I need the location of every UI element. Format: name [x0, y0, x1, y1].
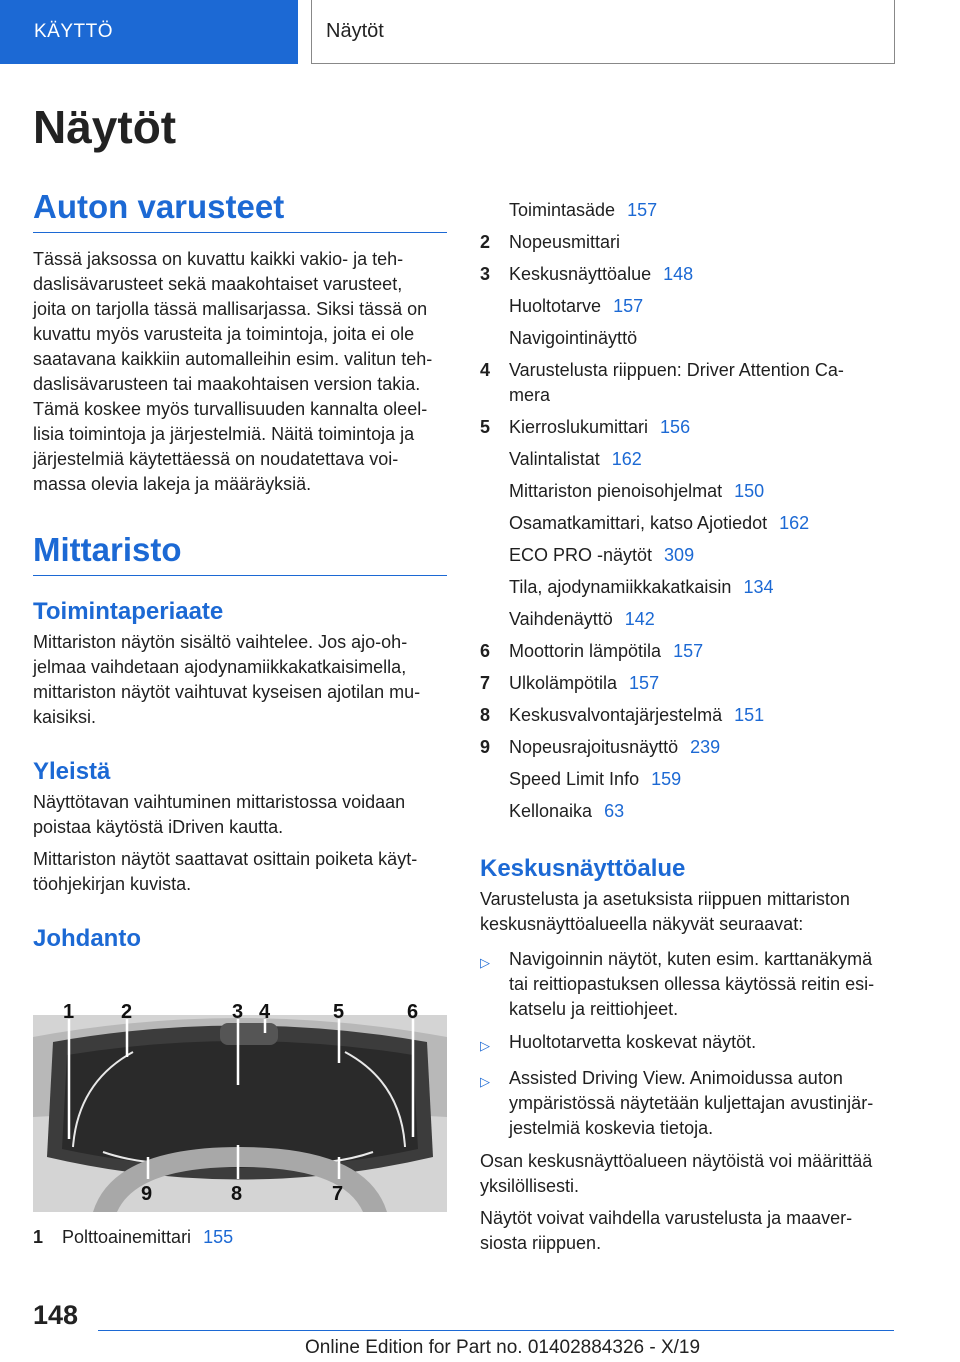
- legend-label: Keskusnäyttöalue: [509, 264, 652, 284]
- legend-label: Polttoainemittari: [62, 1227, 192, 1247]
- legend-label: Kellonaika: [509, 801, 593, 821]
- legend-item: [480, 326, 900, 351]
- footer-divider: [98, 1330, 894, 1331]
- subheading-johdanto: Johdanto: [33, 925, 141, 952]
- legend-num: [480, 326, 509, 351]
- text-line: lisia toimintoja ja järjestelmiä. Näitä toimintoja ja: [33, 424, 415, 444]
- page-title: Näytöt: [33, 101, 177, 153]
- legend-item: [480, 735, 900, 760]
- callout-7: 7: [332, 1183, 344, 1205]
- legend-label: Mittariston pienoisohjelmat: [509, 481, 723, 501]
- bullet-item: [480, 947, 900, 1022]
- text-line: yksilöllisesti.: [480, 1176, 580, 1196]
- text-line: Varustelusta ja asetuksista riippuen mittariston: [480, 889, 850, 909]
- bullet-line: Navigoinnin näytöt, kuten esim. karttanäkymä: [509, 949, 873, 969]
- bullet-list: [480, 947, 900, 1141]
- text-line: kuvattu myös varusteita ja toimintoja, joita ei ole: [33, 324, 415, 344]
- text-line: mittariston näytöt vaihtuvat kyseisen ajotilan mu‐: [33, 682, 421, 702]
- legend-num: 7: [480, 673, 491, 693]
- page-ref-link[interactable]: 148: [663, 264, 694, 284]
- page-ref-link[interactable]: 157: [673, 641, 704, 661]
- legend-item: [480, 262, 900, 287]
- footer-edition: Online Edition for Part no. 01402884326 - X/19: [305, 1337, 701, 1358]
- legend-num: 2: [480, 232, 491, 252]
- page-ref-link[interactable]: 156: [660, 417, 691, 437]
- instrument-cluster-illustration: [33, 997, 447, 1212]
- section-heading-auton-varusteet: Auton varusteet: [33, 188, 447, 233]
- legend-num: [480, 479, 509, 504]
- legend-item: [480, 703, 900, 728]
- legend-num: [480, 294, 509, 319]
- legend-num: [480, 799, 509, 824]
- text-line: poistaa käytöstä iDriven kautta.: [33, 817, 284, 837]
- legend-num: [480, 511, 509, 536]
- text-line: siosta riippuen.: [480, 1233, 602, 1253]
- legend-item: [480, 511, 900, 536]
- page-ref-link[interactable]: 157: [629, 673, 660, 693]
- legend-label: Toimintasäde: [509, 200, 616, 220]
- legend-label: ECO PRO -näytöt: [509, 545, 653, 565]
- legend-item: [480, 575, 900, 600]
- text-line: töohjekirjan kuvista.: [33, 874, 192, 894]
- page-ref-link[interactable]: 142: [624, 609, 655, 629]
- page-ref-link[interactable]: 309: [664, 545, 695, 565]
- instrument-cluster-figure: [33, 997, 447, 1212]
- subheading-keskusnayttoalue: Keskusnäyttöalue: [480, 855, 686, 882]
- callout-2: 2: [121, 1001, 133, 1023]
- legend-item: [480, 799, 900, 824]
- callout-5: 5: [333, 1001, 345, 1023]
- bullet-line: Assisted Driving View. Animoidussa auton: [509, 1068, 843, 1088]
- legend-item: [480, 294, 900, 319]
- legend-num: [480, 607, 509, 632]
- legend-item: [480, 447, 900, 472]
- legend-num: 5: [480, 417, 491, 437]
- bullet-triangle-icon: ▷: [480, 1038, 490, 1053]
- bullet-item: [480, 1066, 900, 1141]
- legend-num: 6: [480, 641, 491, 661]
- page-ref-link[interactable]: 162: [779, 513, 810, 533]
- text-line: järjestelmiä käytettäessä on noudatettava voi‐: [33, 449, 399, 469]
- page-ref-link[interactable]: 157: [627, 200, 658, 220]
- callout-6: 6: [407, 1001, 419, 1023]
- legend-num: [480, 767, 509, 792]
- legend-label: Speed Limit Info: [509, 769, 640, 789]
- left-column: [33, 188, 447, 953]
- bullet-triangle-icon: ▷: [480, 955, 490, 970]
- legend-label: Moottorin lämpötila: [509, 641, 662, 661]
- page-ref-link[interactable]: 159: [651, 769, 682, 789]
- text-line: daslisävarusteet sekä maakohtaiset varusteet,: [33, 274, 403, 294]
- legend-num: 3: [480, 264, 491, 284]
- subheading-toimintaperiaate: Toimintaperiaate: [33, 598, 224, 625]
- legend-label: Ulkolämpötila: [509, 673, 618, 693]
- bullet-line: Huoltotarvetta koskevat näytöt.: [509, 1032, 757, 1052]
- text-line: joita on tarjolla tässä mallisarjassa. Siksi tässä on: [33, 299, 428, 319]
- callout-8: 8: [231, 1183, 243, 1205]
- text-line: Tässä jaksossa on kuvattu kaikki vakio- ja teh‐: [33, 249, 404, 269]
- legend-num: 1: [33, 1227, 44, 1247]
- legend-item: [480, 415, 900, 440]
- text-line: jelmaa vaihdetaan ajodynamiikkakatkaisimella,: [33, 657, 407, 677]
- legend-num: [480, 198, 509, 223]
- intro-paragraph: [33, 247, 447, 497]
- text-line: Mittariston näytöt saattavat osittain poiketa käyt‐: [33, 849, 418, 869]
- text-line: kaisiksi.: [33, 707, 97, 727]
- legend-item: [480, 358, 900, 408]
- bullet-line: ympäristössä näytetään kuljettajan avustinjär‐: [509, 1093, 874, 1113]
- text-line: daslisävarusteen tai maakohtaisen version takia.: [33, 374, 421, 394]
- legend-item: [480, 543, 900, 568]
- legend-num: 9: [480, 737, 491, 757]
- page-ref-link[interactable]: 134: [743, 577, 774, 597]
- legend-label: Tila, ajodynamiikkakatkaisin: [509, 577, 732, 597]
- legend-item: [480, 230, 900, 255]
- page-ref-link[interactable]: 63: [604, 801, 625, 821]
- legend-label: Nopeusmittari: [509, 232, 621, 252]
- legend-item: [480, 607, 900, 632]
- callout-3: 3: [232, 1001, 244, 1023]
- subheading-yleista: Yleistä: [33, 758, 111, 785]
- header-section-tab: KÄYTTÖ: [0, 0, 298, 64]
- legend-label: Varustelusta riippuen: Driver Attention Ca‐ mera: [509, 360, 844, 405]
- legend-num: [480, 543, 509, 568]
- legend-label: Keskusvalvontajärjestelmä: [509, 705, 723, 725]
- legend-item: [480, 198, 900, 223]
- page-ref-link[interactable]: 157: [613, 296, 644, 316]
- page-ref-link[interactable]: 162: [611, 449, 642, 469]
- legend-label: Huoltotarve: [509, 296, 602, 316]
- section-heading-mittaristo: Mittaristo: [33, 531, 447, 576]
- text-line: Mittariston näytön sisältö vaihtelee. Jos ajo-oh‐: [33, 632, 408, 652]
- legend-list: [480, 198, 900, 824]
- legend-num: [480, 575, 509, 600]
- legend-label: Nopeusrajoitusnäyttö: [509, 737, 679, 757]
- text-line: keskusnäyttöalueella näkyvät seuraavat:: [480, 914, 804, 934]
- page-ref-link[interactable]: 151: [734, 705, 765, 725]
- bullet-line: tai reittiopastuksen ollessa käytössä reitin esi‐: [509, 974, 875, 994]
- text-line: saatavana kaikkiin automalleihin esim. valitun teh‐: [33, 349, 433, 369]
- legend-label: Valintalistat: [509, 449, 600, 469]
- text-line: Tämä koskee myös turvallisuuden kannalta oleel‐: [33, 399, 428, 419]
- callout-1: 1: [63, 1001, 75, 1023]
- legend-num: 4: [480, 360, 491, 380]
- page-ref-link[interactable]: 155: [203, 1227, 234, 1247]
- legend-item: [480, 479, 900, 504]
- header-chapter-tab: Näytöt: [311, 0, 895, 64]
- legend-item: [33, 1225, 447, 1250]
- legend-label: Vaihdenäyttö: [509, 609, 613, 629]
- legend-label: Osamatkamittari, katso Ajotiedot: [509, 513, 768, 533]
- bullet-triangle-icon: ▷: [480, 1074, 490, 1089]
- legend-item: [480, 767, 900, 792]
- legend-label: Kierroslukumittari: [509, 417, 649, 437]
- callout-9: 9: [141, 1183, 153, 1205]
- page-ref-link[interactable]: 239: [690, 737, 721, 757]
- bullet-line: katselu ja reittiohjeet.: [509, 999, 679, 1019]
- right-column: [480, 198, 900, 1256]
- page-number: 148: [33, 1300, 79, 1330]
- legend-item: [480, 671, 900, 696]
- text-line: Näytöt voivat vaihdella varustelusta ja maaver‐: [480, 1208, 853, 1228]
- bullet-line: jestelmiä koskevia tietoja.: [509, 1118, 714, 1138]
- callout-4: 4: [259, 1001, 271, 1023]
- text-line: Näyttötavan vaihtuminen mittaristossa voidaan: [33, 792, 406, 812]
- legend-num: [480, 447, 509, 472]
- legend-label: Navigointinäyttö: [509, 328, 638, 348]
- text-line: Osan keskusnäyttöalueen näytöistä voi määrittää: [480, 1151, 873, 1171]
- legend-item: [480, 639, 900, 664]
- legend-num: 8: [480, 705, 491, 725]
- page-ref-link[interactable]: 150: [734, 481, 765, 501]
- text-line: massa olevia lakeja ja määräyksiä.: [33, 474, 312, 494]
- bullet-item: [480, 1030, 900, 1058]
